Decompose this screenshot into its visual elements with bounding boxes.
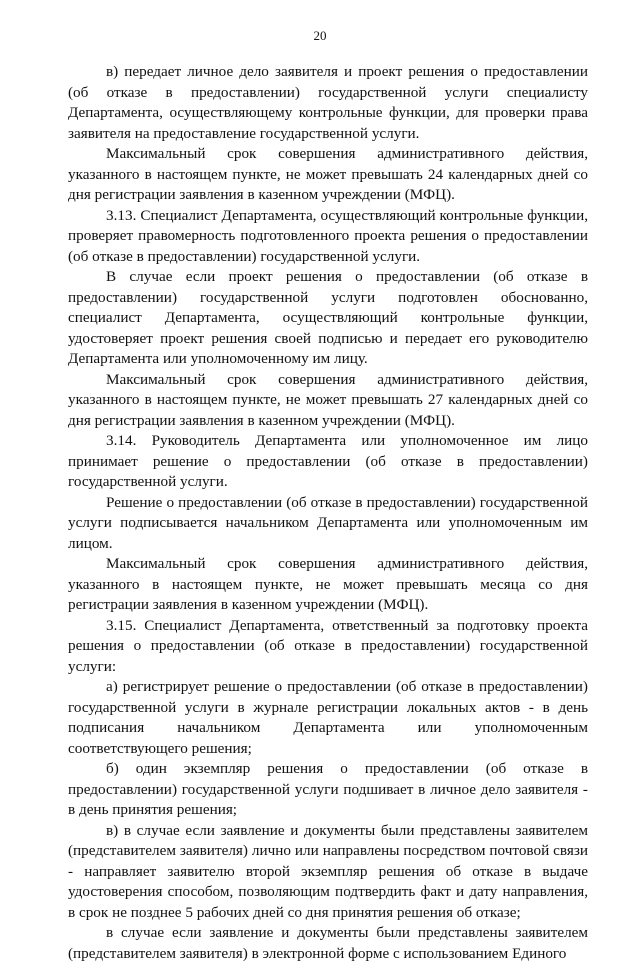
paragraph: Максимальный срок совершения административного действия, указанного в настоящем пункте, не может превышать 24 календарных дней со дня регистрации заявления в казенном учреждении (МФЦ). bbox=[68, 145, 588, 203]
paragraph: Решение о предоставлении (об отказе в предоставлении) государственной услуги подписывается начальником Департамента или уполномоченным им лицом. bbox=[68, 493, 588, 552]
paragraph: а) регистрирует решение о предоставлении (об отказе в предоставлении) государственной услуги в журнале регистрации локальных актов - в день подписания начальником Департамента или уполномоченным соответствующего решения; bbox=[68, 678, 588, 757]
paragraph: б) один экземпляр решения о предоставлении (об отказе в предоставлении) государственной услуги подшивает в личное дело заявителя - в день принятия решения; bbox=[68, 760, 588, 818]
paragraph: Максимальный срок совершения административного действия, указанного в настоящем пункте, не может превышать месяца со дня регистрации заявления в казенном учреждении (МФЦ). bbox=[68, 555, 588, 613]
paragraph: В случае если проект решения о предоставлении (об отказе в предоставлении) государственной услуги подготовлен обоснованно, специалист Департамента, осуществляющий контрольные функции, удостоверяет проект решения своей подписью и передает его руководителю Департамента или уполномоченному им лицу. bbox=[68, 268, 588, 367]
paragraph: в случае если заявление и документы были представлены заявителем (представителем заявителя) в электронной форме с использованием Единого bbox=[68, 924, 588, 962]
paragraph: в) в случае если заявление и документы были представлены заявителем (представителем заявителя) лично или направлены посредством почтовой связи - направляет заявителю второй экземпляр решения об отказе в выдаче удостоверения способом, позволяющим подтвердить факт и дату направления, в срок не позднее 5 рабочих дней со дня принятия решения об отказе; bbox=[68, 821, 588, 921]
paragraph: 3.13. Специалист Департамента, осуществляющий контрольные функции, проверяет правомерность подготовленного проекта решения о предоставлении (об отказе в предоставлении) государственной услуги. bbox=[68, 206, 588, 265]
paragraph: в) передает личное дело заявителя и проект решения о предоставлении (об отказе в предоставлении) государственной услуги специалисту Департамента, осуществляющему контрольные функции, для проверки права заявителя на предоставление государственной услуги. bbox=[68, 63, 588, 142]
paragraph: Максимальный срок совершения административного действия, указанного в настоящем пункте, не может превышать 27 календарных дней со дня регистрации заявления в казенном учреждении (МФЦ). bbox=[68, 370, 588, 429]
paragraph: 3.14. Руководитель Департамента или уполномоченное им лицо принимает решение о предоставлении (об отказе в предоставлении) государственной услуги. bbox=[68, 432, 588, 490]
document-body bbox=[68, 62, 588, 964]
page-number: 20 bbox=[313, 28, 327, 43]
paragraph: 3.15. Специалист Департамента, ответственный за подготовку проекта решения о предоставлении (об отказе в предоставлении) государственной услуги: bbox=[68, 616, 588, 675]
